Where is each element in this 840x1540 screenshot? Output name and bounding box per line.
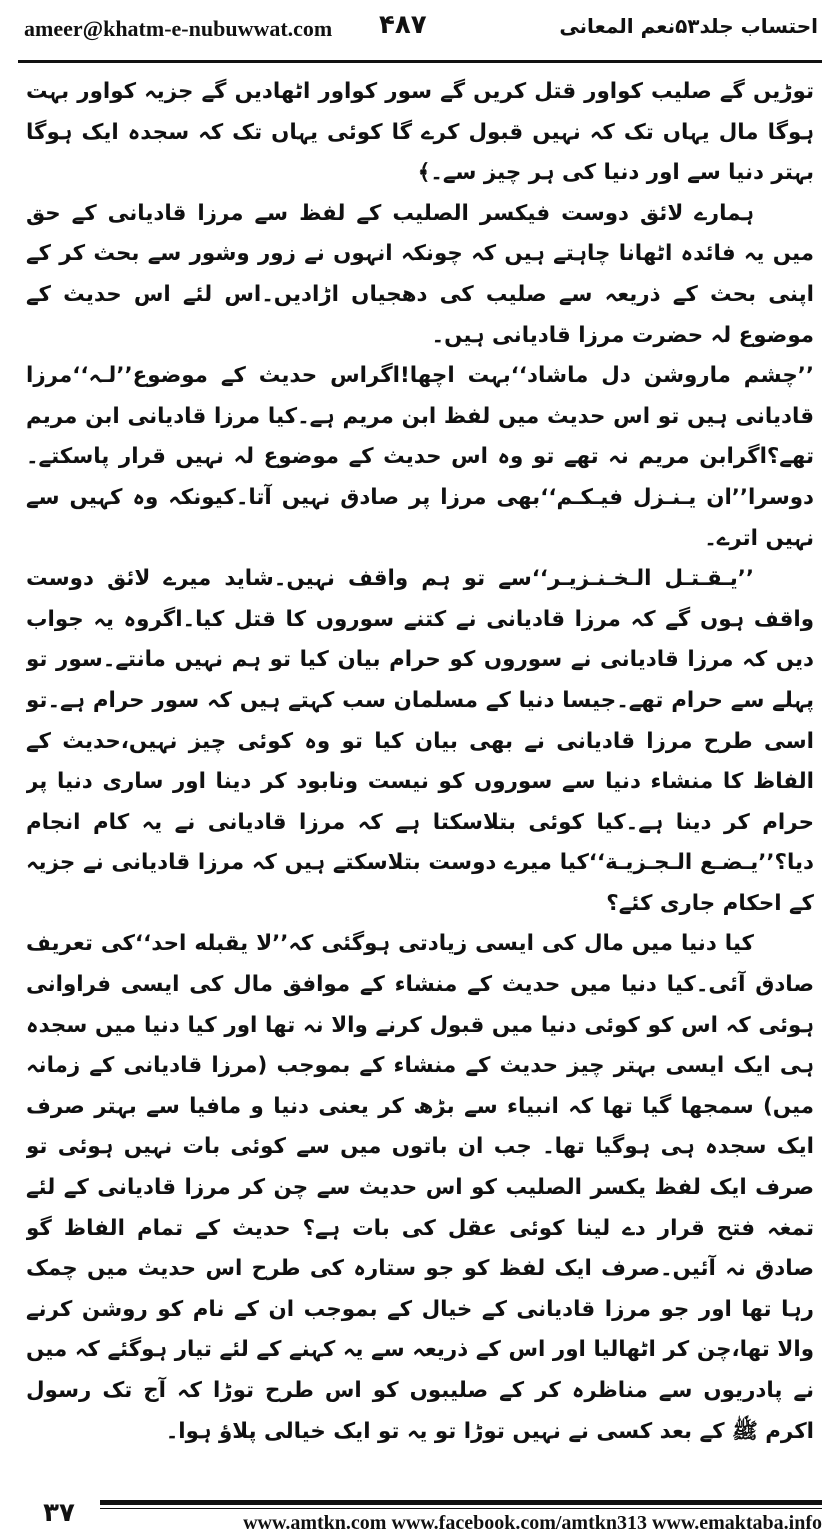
page-header — [24, 10, 818, 58]
paragraph: ’’یـقـتـل الـخـنـزیـر‘‘سے تو ہم واقف نہیں۔شاید میرے لائق دوست واقف ہوں گے کہ مرزا قادیانی نے کتنے سوروں کا قتل کیا۔اگروہ یہ جواب دیں کہ مرزا قادیانی نے سوروں کو حرام بیان کیا تو ہم نہیں مانتے۔سور تو پہلے سے حرام تھے۔جیسا دنیا کے مسلمان سب کہتے ہیں کہ سور حرام ہے۔تو اسی طرح مرزا قادیانی نے بھی بیان کیا تو وہ کوئی چیز نہیں،حدیث کے الفاظ کا منشاء دنیا سے سوروں کو نیست ونابود کر دینا اور ساری دنیا پر حرام کر دینا ہے۔کیا کوئی بتلاسکتا ہے کہ مرزا قادیانی نے یہ کام انجام دیا؟’’یـضـع الـجـزیـة‘‘کیا میرے دوست بتلاسکتے ہیں کہ مرزا قادیانی نے جزیہ کے احکام جاری کئے؟ — [26, 566, 814, 916]
footer-page-number: ۳۷ — [43, 1498, 75, 1528]
footer-links[interactable]: www.amtkn.com www.facebook.com/amtkn313 www.emaktaba.info — [243, 1512, 822, 1534]
footer-rule-thin — [100, 1508, 822, 1509]
body-text — [26, 72, 814, 1452]
header-page-number: ۴۸۷ — [379, 10, 427, 40]
header-email[interactable]: ameer@khatm-e-nubuwwat.com — [24, 16, 333, 41]
header-rule — [18, 60, 822, 63]
paragraph: توڑیں گے صلیب کواور قتل کریں گے سور کواور اٹھادیں گے جزیہ کواور بہت ہوگا مال یہاں تک کہ نہیں قبول کرے گا کوئی یہاں تک کہ سجدہ ایک ہوگا بہتر دنیا سے اور دنیا کی ہر چیز سے۔﴾ — [26, 79, 814, 186]
paragraph: ہمارے لائق دوست فیکسر الصلیب کے لفظ سے مرزا قادیانی کے حق میں یہ فائدہ اٹھانا چاہتے ہیں کہ چونکہ انہوں نے زور وشور سے بحث کر کے اپنی بحث کے ذریعہ سے صلیب کی دھجیاں اڑادیں۔اس لئے اس حدیث کے موضوع لہ حضرت مرزا قادیانی ہیں۔ — [26, 200, 814, 348]
footer-rule-thick — [100, 1500, 822, 1505]
page-footer — [18, 1494, 822, 1534]
paragraph: ’’چشم ماروشن دل ماشاد‘‘بہت اچھا!اگراس حدیث کے موضوع’’لـہ‘‘مرزا قادیانی ہیں تو اس حدیث میں لفظ ابن مریم ہے۔کیا مرزا قادیانی ابن مریم تھے؟اگرابن مریم نہ تھے تو وہ اس حدیث کے موضوع لہ نہیں قرار پاسکتے۔دوسرا’’ان یـنـزل فیـکـم‘‘بھی مرزا پر صادق نہیں آتا۔کیونکہ وہ کہیں سے نہیں اترے۔ — [26, 363, 814, 551]
paragraph: کیا دنیا میں مال کی ایسی زیادتی ہوگئی کہ’’لا یقبله احد‘‘کی تعریف صادق آئی۔کیا دنیا میں حدیث کے منشاء کے موافق مال کی ایسی فراوانی ہوئی کہ اس کو کوئی دنیا میں قبول کرنے والا نہ تھا اور کیا دنیا میں سجدہ ہی ایک ایسی بہتر چیز حدیث کے منشاء کے بموجب (مرزا قادیانی کے زمانہ میں) سمجھا گیا تھا کہ انبیاء سے بڑھ کر یعنی دنیا و مافیا سے بہتر صرف ایک سجدہ ہی ہوگیا تھا۔ جب ان باتوں میں سے کوئی بات نہیں ہوئی تو صرف ایک لفظ یکسر الصلیب کو اس حدیث سے چن کر مرزا قادیانی کے لئے تمغہ فتح قرار دے لینا کوئی عقل کی بات ہے؟ حدیث کے تمام الفاظ گو صادق نہ آئیں۔صرف ایک لفظ کو جو ستارہ کی طرح اس حدیث میں چمک رہا تھا اور جو مرزا قادیانی کے خیال کے بموجب ان کے نام کو روشن کرنے والا تھا،چن کر اٹھالیا اور اس کے ذریعہ سے یہ کہنے کے لئے تیار ہوگئے کہ میں نے پادریوں سے مناظرہ کر کے صلیبوں کو اس طرح توڑا کہ آج تک رسول اکرم ﷺ کے بعد کسی نے نہیں توڑا تو یہ تو ایک خیالی پلاؤ ہوا۔ — [26, 931, 814, 1444]
header-book-title: احتساب جلد۵۳نعم المعانی — [559, 14, 818, 38]
